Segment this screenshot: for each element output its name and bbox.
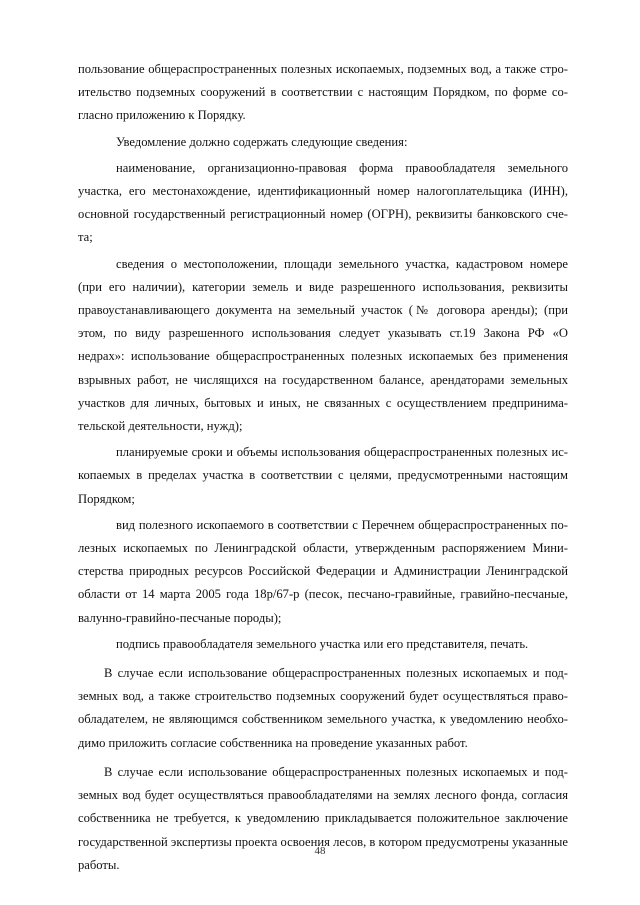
paragraph-continuation: пользование общераспространенных полезных ископаемых, подземных вод, а также строительство подземных сооружений в соответствии с настоящим Порядком, по форме согласно приложению к Порядку. bbox=[78, 62, 568, 123]
paragraph-list-item-terms: планируемые сроки и объемы использования общераспространенных полезных ископаемых в пределах участка в соответствии с целями, предусмотренными настоящим Порядком; bbox=[78, 445, 568, 506]
paragraph-list-item-location: сведения о местоположении, площади земельного участка, кадастровом номере (при его наличии), категории земель и виде разрешенного использования, реквизиты правоустанавливающего документа на земельный участок (№ договора аренды); (при этом, по виду разрешенного использования следует указывать ст.19 Закона РФ «О недрах»: использование общераспространенных полезных ископаемых без применения взрывных работ, не числящихся на государственном балансе, арендаторами земельных участков для личных, бытовых и иных, не связанных с осуществлением предпринимательской деятельности, нужд); bbox=[78, 256, 568, 434]
paragraph-list-item-mineral-type: вид полезного ископаемого в соответствии с Перечнем общераспространенных полезных ископаемых по Ленинградской области, утвержденным распоряжением Министерства природных ресурсов Российской Федерации и Администрации Ленинградской области от 14 марта 2005 года 18р/67-р (песок, песчано-гравийные, гравийно-песчаные, валунно-гравийно-песчаные породы); bbox=[78, 517, 568, 625]
paragraph-owner-consent: В случае если использование общераспространенных полезных ископаемых и подземных вод, а также строительство подземных сооружений будет осуществляться правообладателем, не являющимся собственником земельного участка, к уведомлению необходимо приложить согласие собственника на проведение указанных работ. bbox=[78, 666, 568, 750]
paragraph-list-item-name: наименование, организационно-правовая форма правообладателя земельного участка, его местонахождение, идентификационный номер налогоплательщика (ИНН), основной государственный регистрационный номер (ОГРН), реквизиты банковского счета; bbox=[78, 160, 568, 245]
paragraph-forest-land: В случае если использование общераспространенных полезных ископаемых и подземных вод будет осуществляться правообладателями на землях лесного фонда, согласия собственника не требуется, к уведомлению прикладывается положительное заключение государственной экспертизы проекта освоения лесов, в котором предусмотрены указанные работы. bbox=[78, 764, 568, 872]
paragraph-list-item-signature: подпись правообладателя земельного участка или его представителя, печать. bbox=[116, 636, 529, 651]
page-number: 48 bbox=[314, 845, 326, 857]
paragraph-notice-intro: Уведомление должно содержать следующие сведения: bbox=[116, 134, 408, 149]
document-body bbox=[78, 58, 568, 877]
